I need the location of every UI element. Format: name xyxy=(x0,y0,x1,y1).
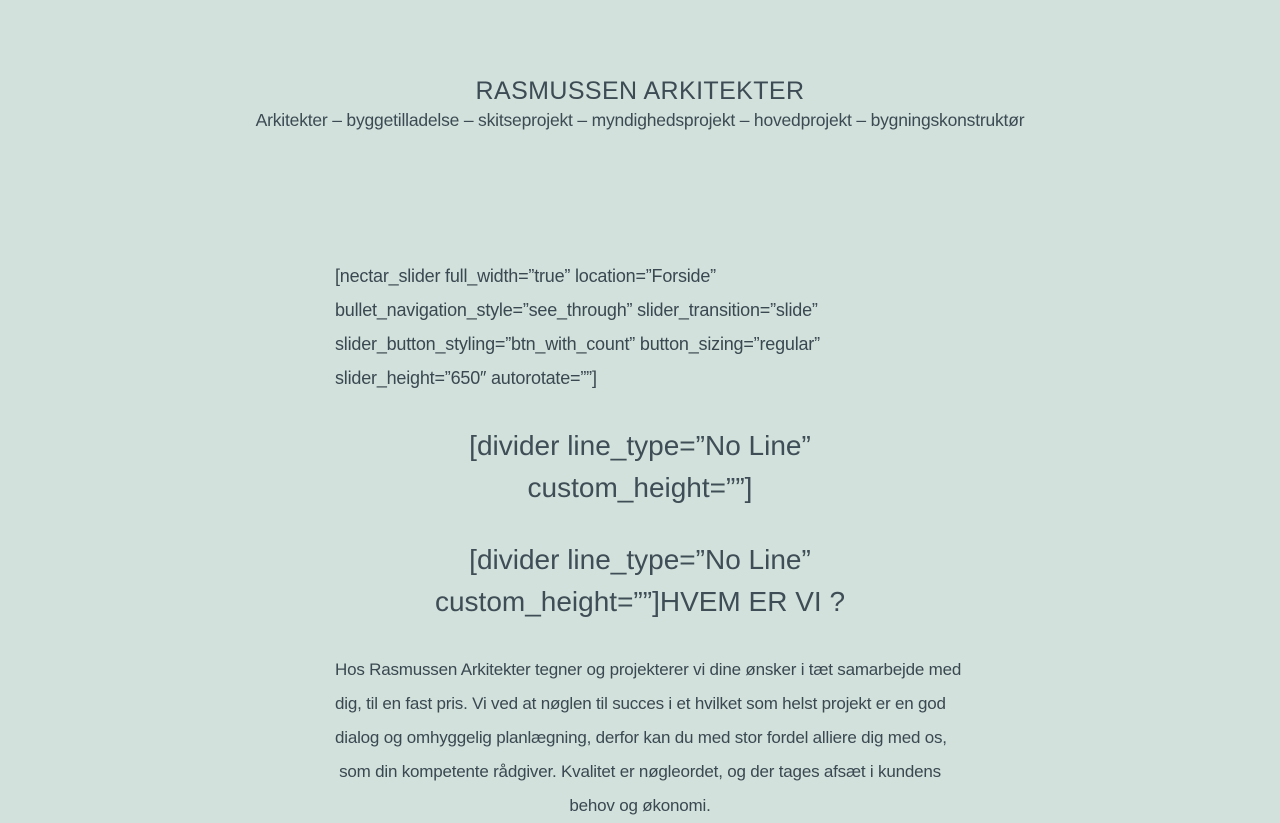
intro-paragraph xyxy=(335,653,962,823)
shortcode-line: slider_height=”650″ autorotate=””] xyxy=(335,368,597,388)
page-content xyxy=(335,259,962,823)
shortcode-line: [nectar_slider full_width=”true” location=”Forside” xyxy=(335,266,716,286)
heading-line: custom_height=””] xyxy=(527,472,753,503)
site-title: RASMUSSEN ARKITEKTER xyxy=(475,77,805,105)
site-header xyxy=(0,0,1280,131)
shortcode-line: slider_button_styling=”btn_with_count” button_sizing=”regular” xyxy=(335,334,820,354)
divider-shortcode-heading-1 xyxy=(335,425,945,509)
site-tagline: Arkitekter – byggetilladelse – skitseprojekt – myndighedsprojekt – hovedprojekt – bygningskonstruktør xyxy=(255,110,1025,130)
heading-line: [divider line_type=”No Line” xyxy=(469,430,811,461)
intro-line: dialog og omhyggelig planlægning, derfor kan du med stor fordel alliere dig med os, xyxy=(335,728,947,747)
heading-line: [divider line_type=”No Line” xyxy=(469,544,811,575)
intro-line: Hos Rasmussen Arkitekter tegner og projekterer vi dine ønsker i tæt samarbejde med xyxy=(335,660,962,679)
intro-line-clipped: behov og økonomi. xyxy=(569,796,711,815)
shortcode-line: bullet_navigation_style=”see_through” slider_transition=”slide” xyxy=(335,300,818,320)
divider-shortcode-heading-2-hvem-er-vi xyxy=(335,539,945,623)
intro-line: dig, til en fast pris. Vi ved at nøglen til succes i et hvilket som helst projekt er en god xyxy=(335,694,946,713)
intro-line: som din kompetente rådgiver. Kvalitet er nøgleordet, og der tages afsæt i kundens xyxy=(339,762,941,781)
heading-line: custom_height=””]HVEM ER VI ? xyxy=(434,586,846,617)
nectar-slider-shortcode-text xyxy=(335,259,945,395)
